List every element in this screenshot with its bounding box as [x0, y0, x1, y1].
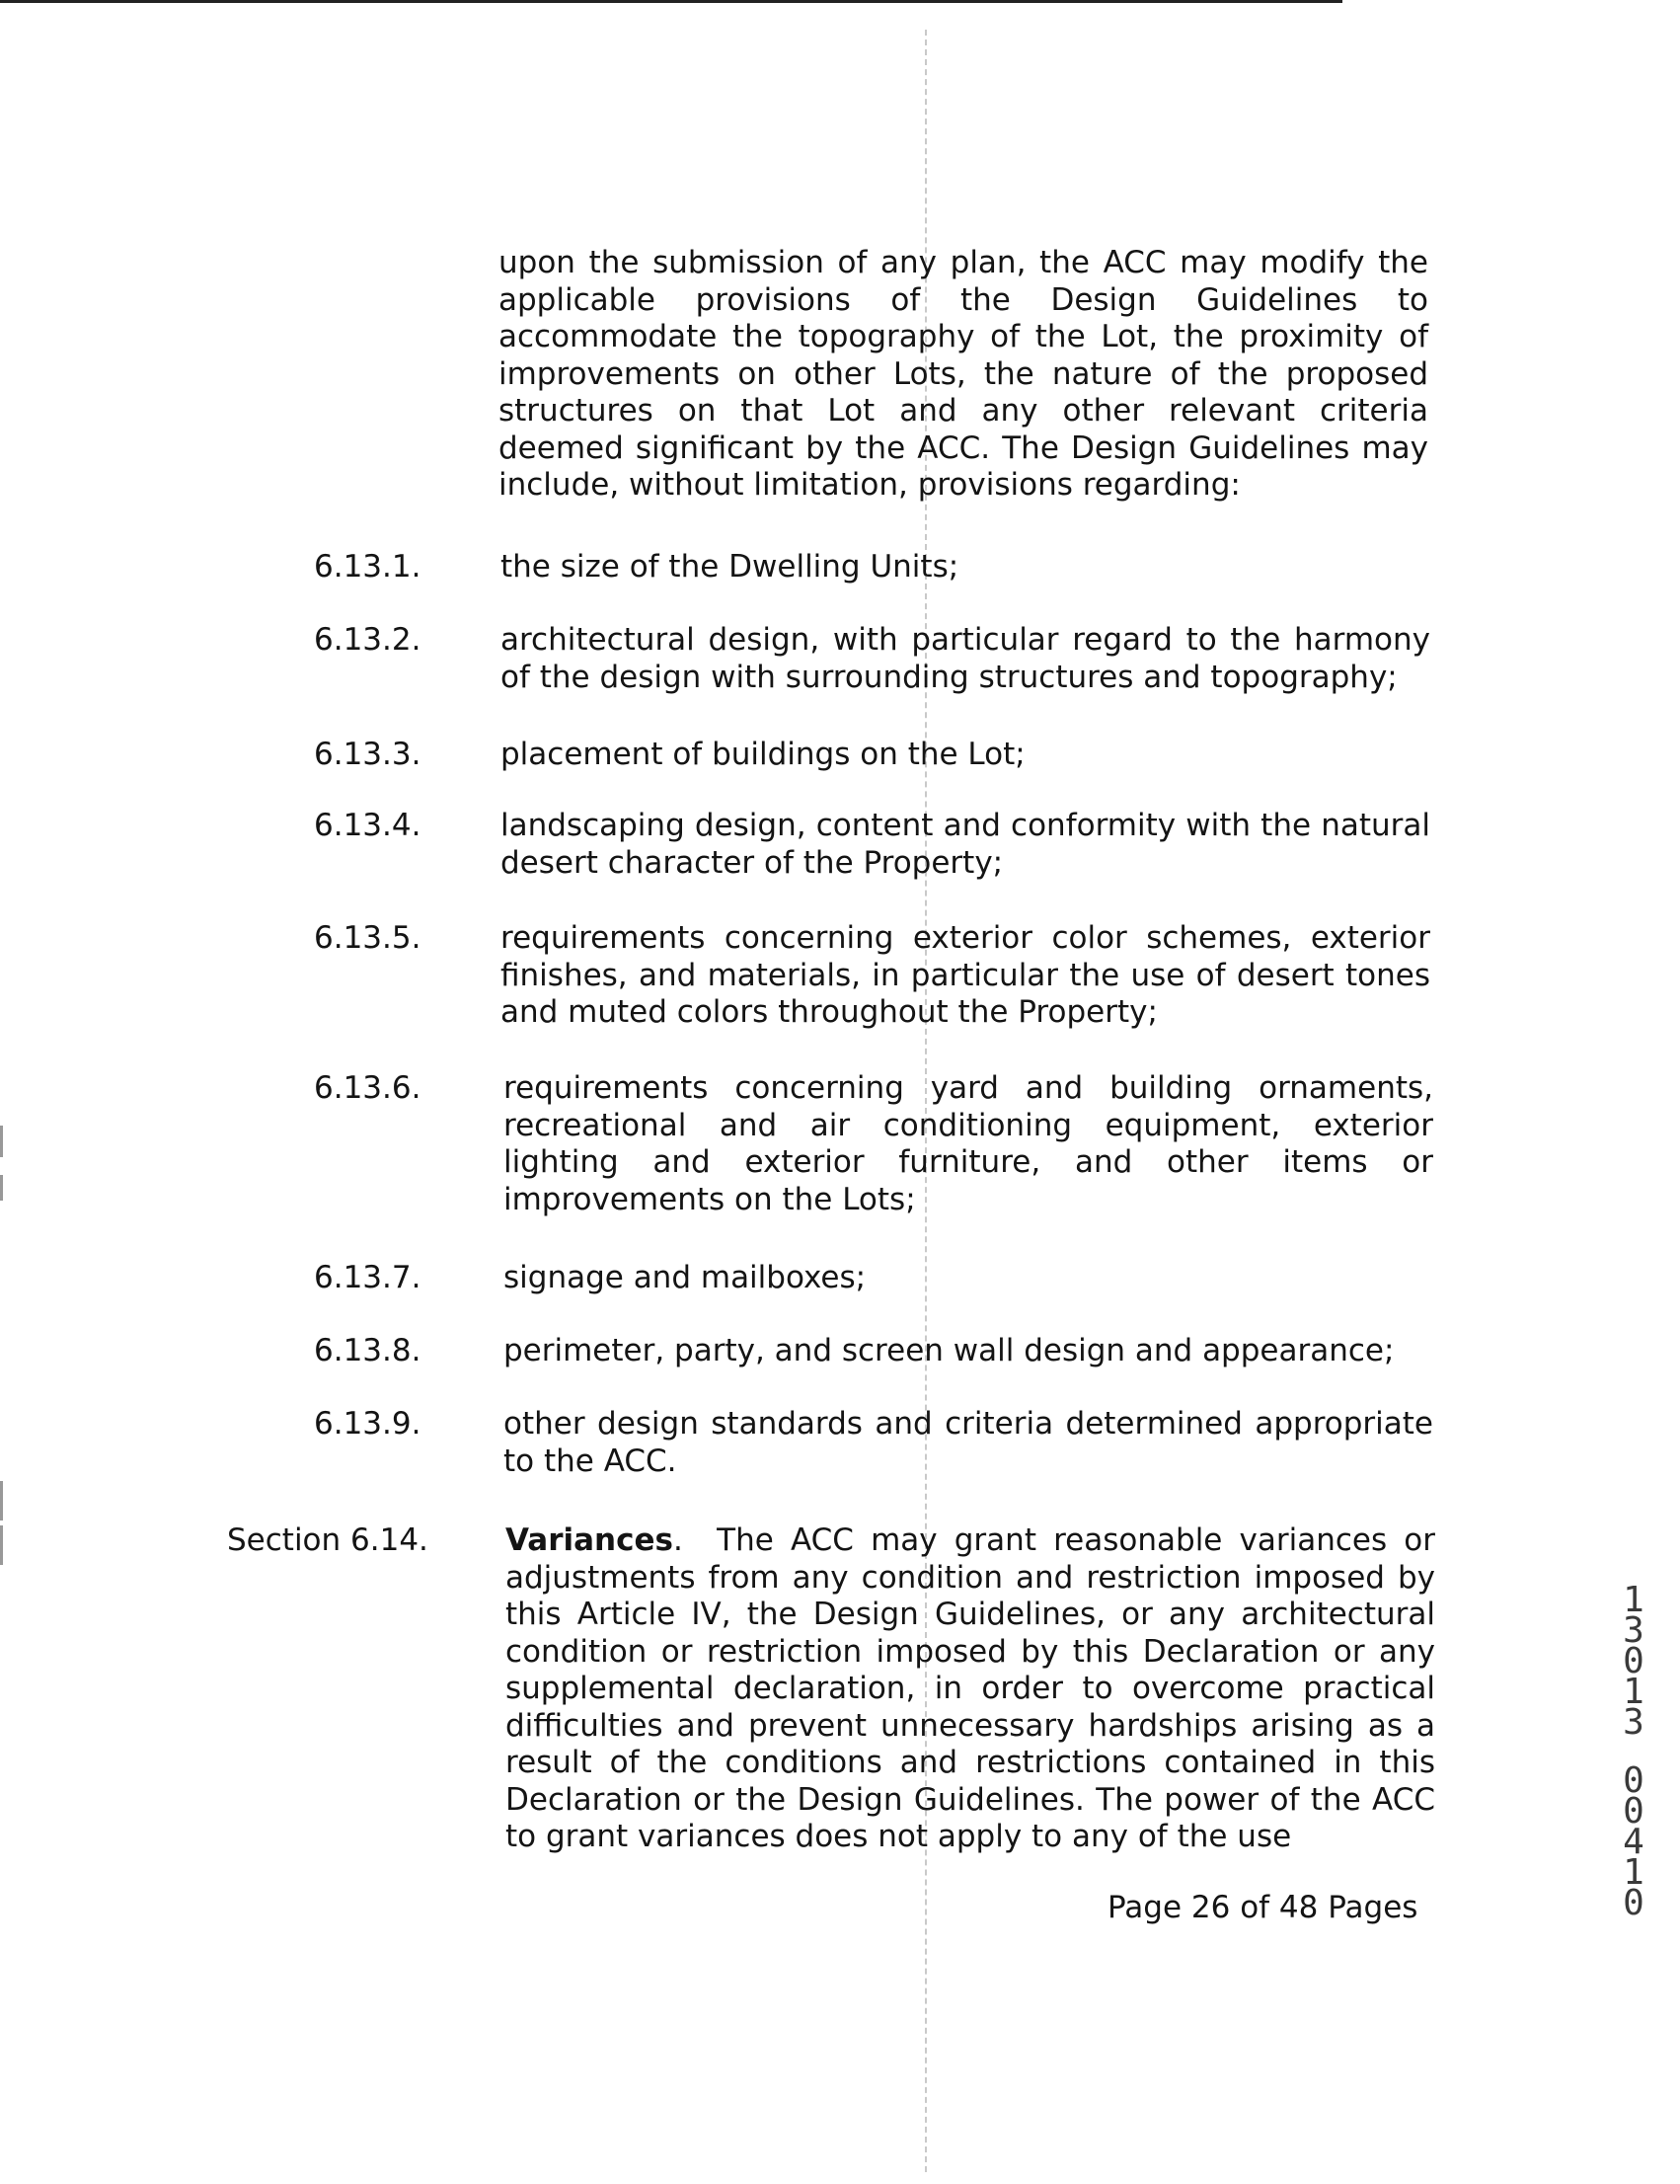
section-label: Section 6.14.	[227, 1522, 428, 1558]
item-text: architectural design, with particular regard to the harmony of the design with surrounding structures and topography;	[500, 622, 1430, 695]
side-digit: 4	[1623, 1822, 1644, 1862]
item-text: landscaping design, content and conformity with the natural desert character of the Property;	[500, 808, 1430, 881]
item-number: 6.13.8.	[314, 1333, 421, 1368]
scan-edge-mark	[0, 1175, 3, 1201]
item-number: 6.13.6.	[314, 1070, 421, 1106]
side-digit: 0	[1623, 1760, 1644, 1801]
top-border-line	[0, 0, 1342, 3]
page-footer: Page 26 of 48 Pages	[1107, 1890, 1418, 1925]
item-text: perimeter, party, and screen wall design and appearance;	[503, 1333, 1395, 1368]
item-text: requirements concerning yard and building ornaments, recreational and air conditioning equipment, exterior lighting and exterior furniture, and other items or improvements on the Lots;	[503, 1070, 1433, 1217]
item-number: 6.13.5.	[314, 920, 421, 956]
item-text: the size of the Dwelling Units;	[500, 549, 959, 585]
side-digit: 0	[1623, 1641, 1644, 1681]
scan-edge-mark	[0, 1126, 3, 1157]
section-heading-punctuation: .	[672, 1522, 683, 1558]
intro-paragraph: upon the submission of any plan, the ACC may modify the applicable provisions of the Design Guidelines to accommodate the topography of the Lot, the proximity of improvements on other Lots, the nature of the proposed structures on that Lot and any other relevant criteria deemed significant by the ACC. The Design Guidelines may include, without limitation, provisions regarding:	[498, 245, 1428, 503]
side-digit: 1	[1623, 1852, 1644, 1893]
side-digit: 0	[1623, 1791, 1644, 1832]
item-text: signage and mailboxes;	[503, 1260, 867, 1295]
section-heading: Variances	[505, 1522, 673, 1558]
item-text: other design standards and criteria determined appropriate to the ACC.	[503, 1406, 1433, 1479]
side-digit: 1	[1623, 1672, 1644, 1712]
side-digit: 1	[1623, 1580, 1644, 1620]
section-paragraph	[505, 1522, 1435, 1856]
side-digit: 3	[1623, 1610, 1644, 1651]
item-text: requirements concerning exterior color schemes, exterior finishes, and materials, in particular the use of desert tones and muted colors throughout the Property;	[500, 920, 1430, 1030]
section-text: The ACC may grant reasonable variances or adjustments from any condition and restriction imposed by this Article IV, the Design Guidelines, or any architectural condition or restriction imposed by this Declaration or any supplemental declaration, in order to overcome practical difficulties and prevent unnecessary hardships arising as a result of the conditions and restrictions contained in this Declaration or the Design Guidelines. The power of the ACC to grant variances does not apply to any of the use	[505, 1522, 1435, 1854]
item-number: 6.13.4.	[314, 808, 421, 843]
item-number: 6.13.9.	[314, 1406, 421, 1442]
item-number: 6.13.3.	[314, 737, 421, 772]
item-number: 6.13.2.	[314, 622, 421, 658]
item-number: 6.13.1.	[314, 549, 421, 585]
side-digit: 3	[1623, 1702, 1644, 1743]
item-number: 6.13.7.	[314, 1260, 421, 1295]
side-digit: 0	[1623, 1883, 1644, 1923]
scan-edge-mark	[0, 1525, 3, 1565]
scan-edge-mark	[0, 1481, 3, 1521]
side-document-number	[1614, 1580, 1653, 1923]
item-text: placement of buildings on the Lot;	[500, 737, 1026, 772]
